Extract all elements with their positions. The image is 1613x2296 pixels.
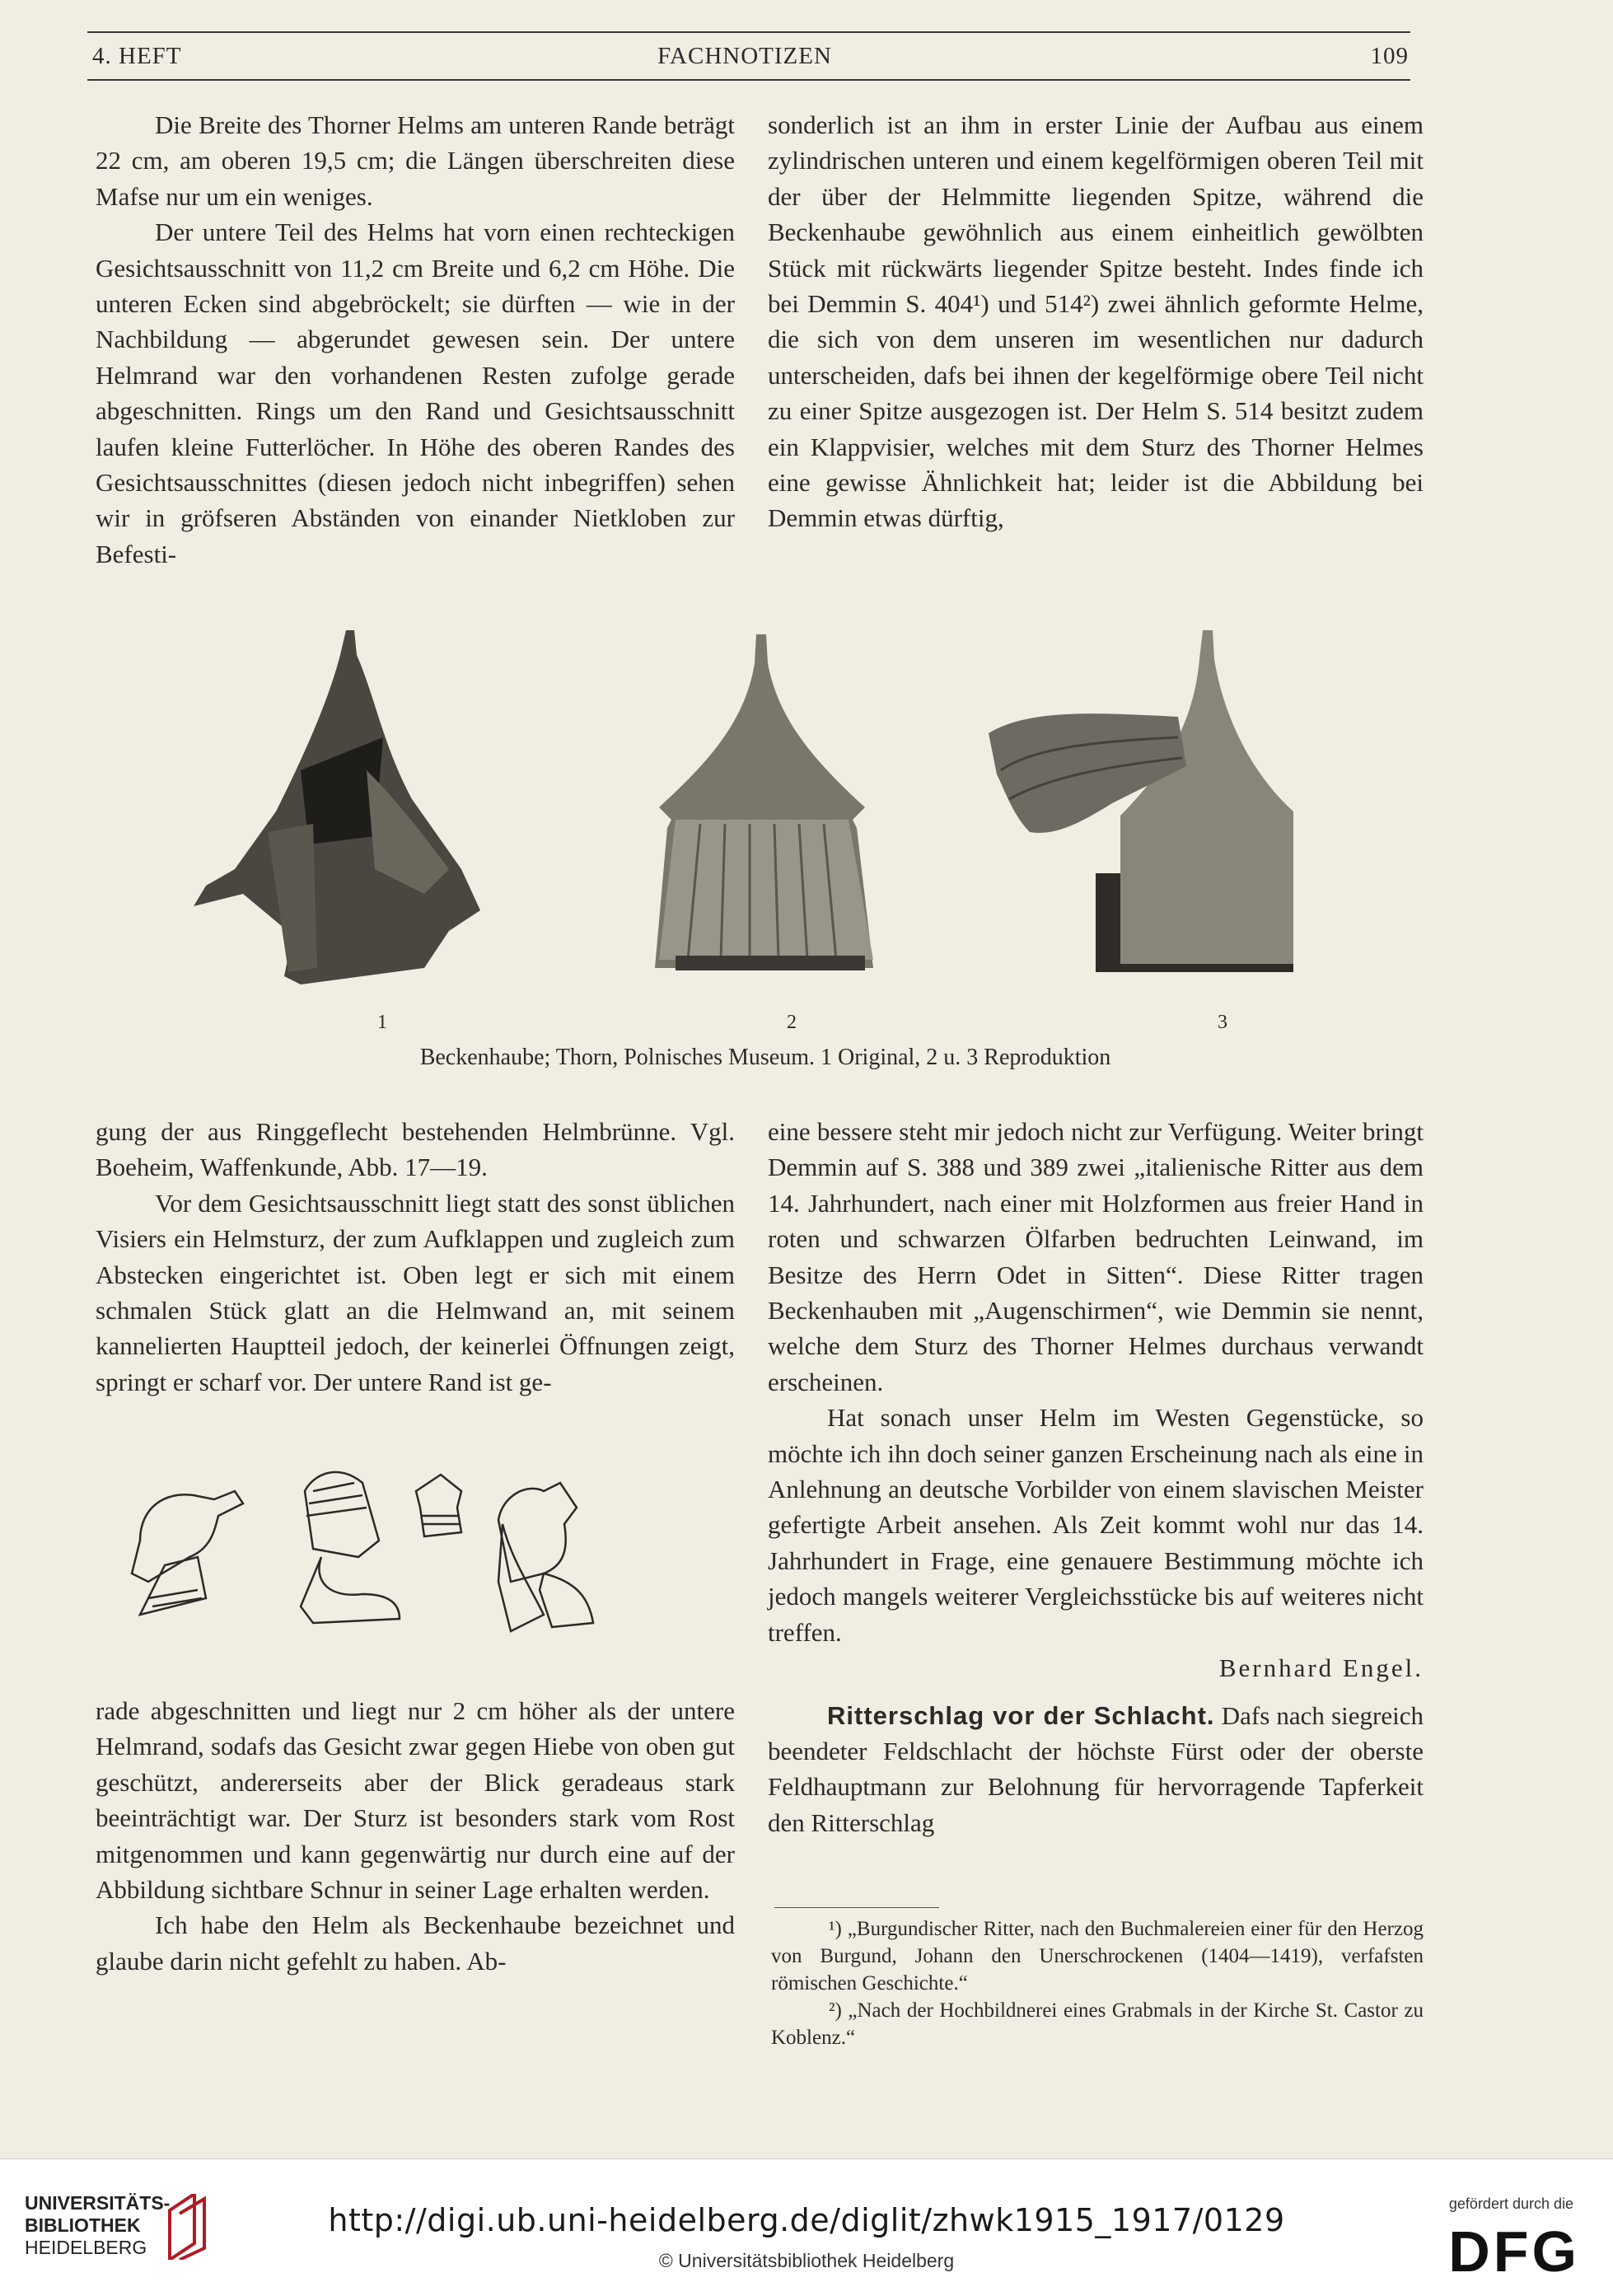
column-right-middle <box>768 1114 1424 1840</box>
permalink-url[interactable]: http://digi.ub.uni-heidelberg.de/diglit/zhwk1915_1917/0129 <box>328 2202 1285 2238</box>
helmet-figure <box>165 614 1368 997</box>
dfg-logo: DFG <box>1448 2219 1580 2284</box>
library-name-line3: HEIDELBERG <box>25 2237 147 2258</box>
helmet-reproduction-side <box>980 626 1351 976</box>
paragraph: Hat sonach unser Helm im Westen Gegenstücke, so möchte ich ihn doch seiner ganzen Erscheinung nach als eine in Anlehnung an deutsche Vorbilder von einem slavischen Meister gefertigte Arbeit ansehen. Als Zeit kommt wohl nur das 14. Jahrhundert in Frage, eine genauere Bestimmung möchte ich jedoch mangels weiterer Vergleichsstücke bis auf weiteres nicht treffen. <box>768 1403 1424 1647</box>
column-left-top <box>96 107 735 572</box>
header-rule <box>87 79 1410 81</box>
column-right-top <box>768 107 1424 536</box>
paragraph: gung der aus Ringgeflecht bestehenden Helmbrünne. Vgl. Boeheim, Waffenkunde, Abb. 17—19. <box>96 1117 735 1182</box>
copyright-notice: © Universitätsbibliothek Heidelberg <box>658 2250 955 2271</box>
library-footer <box>0 2158 1613 2296</box>
section-title: Ritterschlag vor der Schlacht. <box>827 1700 1215 1730</box>
section-paragraph <box>768 1698 1424 1841</box>
footnote-1: ¹) „Burgundischer Ritter, nach den Buchmalereien einer für den Herzog von Burgund, Johann den Unerschrockenen (1404—1419), verfafsten römischen Geschichte.“ <box>771 1918 1424 1994</box>
page-number: 109 <box>1370 43 1409 69</box>
column-left-bottom <box>96 1693 735 1979</box>
library-name-line1: UNIVERSITÄTS- <box>25 2192 171 2214</box>
knight-sketches <box>115 1458 741 1644</box>
author-signature: Bernhard Engel. <box>1218 1653 1424 1683</box>
footnote-rule <box>774 1907 939 1908</box>
footnotes <box>771 1915 1424 2051</box>
paragraph: Vor dem Gesichtsausschnitt liegt statt des sonst üblichen Visiers ein Helmsturz, der zum Aufklappen und zugleich zum Abstecken eingerichtet ist. Oben legt er sich mit einem schmalen Stück glatt an die Helmwand an, mit seinem kannelierten Hauptteil jedoch, der keinerlei Öffnungen zeigt, springt er scharf vor. Der untere Rand ist ge- <box>96 1188 735 1396</box>
paragraph: sonderlich ist an ihm in erster Linie der Aufbau aus einem zylindrischen unteren und einem kegelförmigen oberen Teil mit der über der Helmmitte liegenden Spitze, während die Beckenhaube gewöhnlich aus einem einheitlich gewölbten Stück mit rückwärts liegender Spitze besteht. Indes finde ich bei Demmin S. 404¹) und 514²) zwei ähnlich geformte Helme, die sich von dem unseren im wesentlichen nur dadurch unterscheiden, dafs bei ihnen der kegelförmige obere Teil nicht zu einer Spitze ausgezogen ist. Der Helm S. 514 besitzt zudem ein Klappvisier, welches mit dem Sturz des Thorner Helmes eine gewisse Ähnlichkeit hat; leider ist die Abbildung bei Demmin etwas dürftig, <box>768 110 1424 533</box>
figure-caption: Beckenhaube; Thorn, Polnisches Museum. 1 Original, 2 u. 3 Reproduktion <box>419 1045 1111 1070</box>
paragraph: Die Breite des Thorner Helms am unteren Rande beträgt 22 cm, am oberen 19,5 cm; die Längen überschreiten diese Mafse nur um ein weniges. <box>96 110 735 211</box>
paragraph: eine bessere steht mir jedoch nicht zur Verfügung. Weiter bringt Demmin auf S. 388 und 389 zwei „italienische Ritter aus dem 14. Jahrhundert, nach einer mit Holzformen aus freier Hand in roten und schwarzen Ölfarben bedruchten Leinwand, im Besitze des Herrn Odet in Sitten“. Diese Ritter tragen Beckenhauben mit „Augenschirmen“, wie Demmin sie nennt, welche dem Sturz des Thorner Helmes durchaus verwandt erscheinen. <box>768 1117 1424 1396</box>
paragraph: rade abgeschnitten und liegt nur 2 cm höher als der untere Helmrand, sodafs das Gesicht zwar gegen Hiebe von oben gut geschützt, andererseits aber der Blick geradeaus stark beeinträchtigt war. Der Sturz ist besonders stark vom Rost mitgenommen und kann gegenwärtig nur durch eine auf der Abbildung sichtbare Schnur in seiner Lage erhalten werden. <box>96 1696 735 1905</box>
paragraph: Ich habe den Helm als Beckenhaube bezeichnet und glaube darin nicht gefehlt zu haben. Ab- <box>96 1910 735 1976</box>
top-rule <box>87 31 1410 33</box>
figure-number-2: 2 <box>787 1012 797 1033</box>
running-head-center: FACHNOTIZEN <box>657 43 832 69</box>
column-left-middle <box>96 1114 735 1400</box>
running-head-left: 4. HEFT <box>92 43 182 69</box>
funding-label: gefördert durch die <box>1448 2195 1573 2212</box>
paragraph: Der untere Teil des Helms hat vorn einen rechteckigen Gesichtsausschnitt von 11,2 cm Breite und 6,2 cm Höhe. Die unteren Ecken sind abgebröckelt; sie dürften — wie in der Nachbildung — abgerundet gewesen sein. Der untere Helmrand war den vorhandenen Resten zufolge gerade abgeschnitten. Rings um den Rand und Gesichtsausschnitt laufen kleine Futterlöcher. In Höhe des oberen Randes des Gesichtsausschnittes (diesen jedoch nicht inbegriffen) sehen wir in gröfseren Abständen von einander Nietkloben zur Befesti- <box>96 217 735 568</box>
footnote-2: ²) „Nach der Hochbildnerei eines Grabmals in der Kirche St. Castor zu Koblenz.“ <box>771 1999 1424 2049</box>
figure-number-3: 3 <box>1218 1012 1227 1033</box>
figure-number-1: 1 <box>377 1012 387 1033</box>
helmet-original-photo <box>177 622 531 989</box>
helmet-reproduction-front <box>626 630 898 976</box>
library-name-line2: BIBLIOTHEK <box>25 2214 141 2236</box>
section-text: Dafs nach siegreich beendeter Feldschlacht der höchste Fürst oder der oberste Feldhauptmann zur Belohnung für hervorragende Tapferkeit den Ritterschlag <box>768 1700 1424 1837</box>
